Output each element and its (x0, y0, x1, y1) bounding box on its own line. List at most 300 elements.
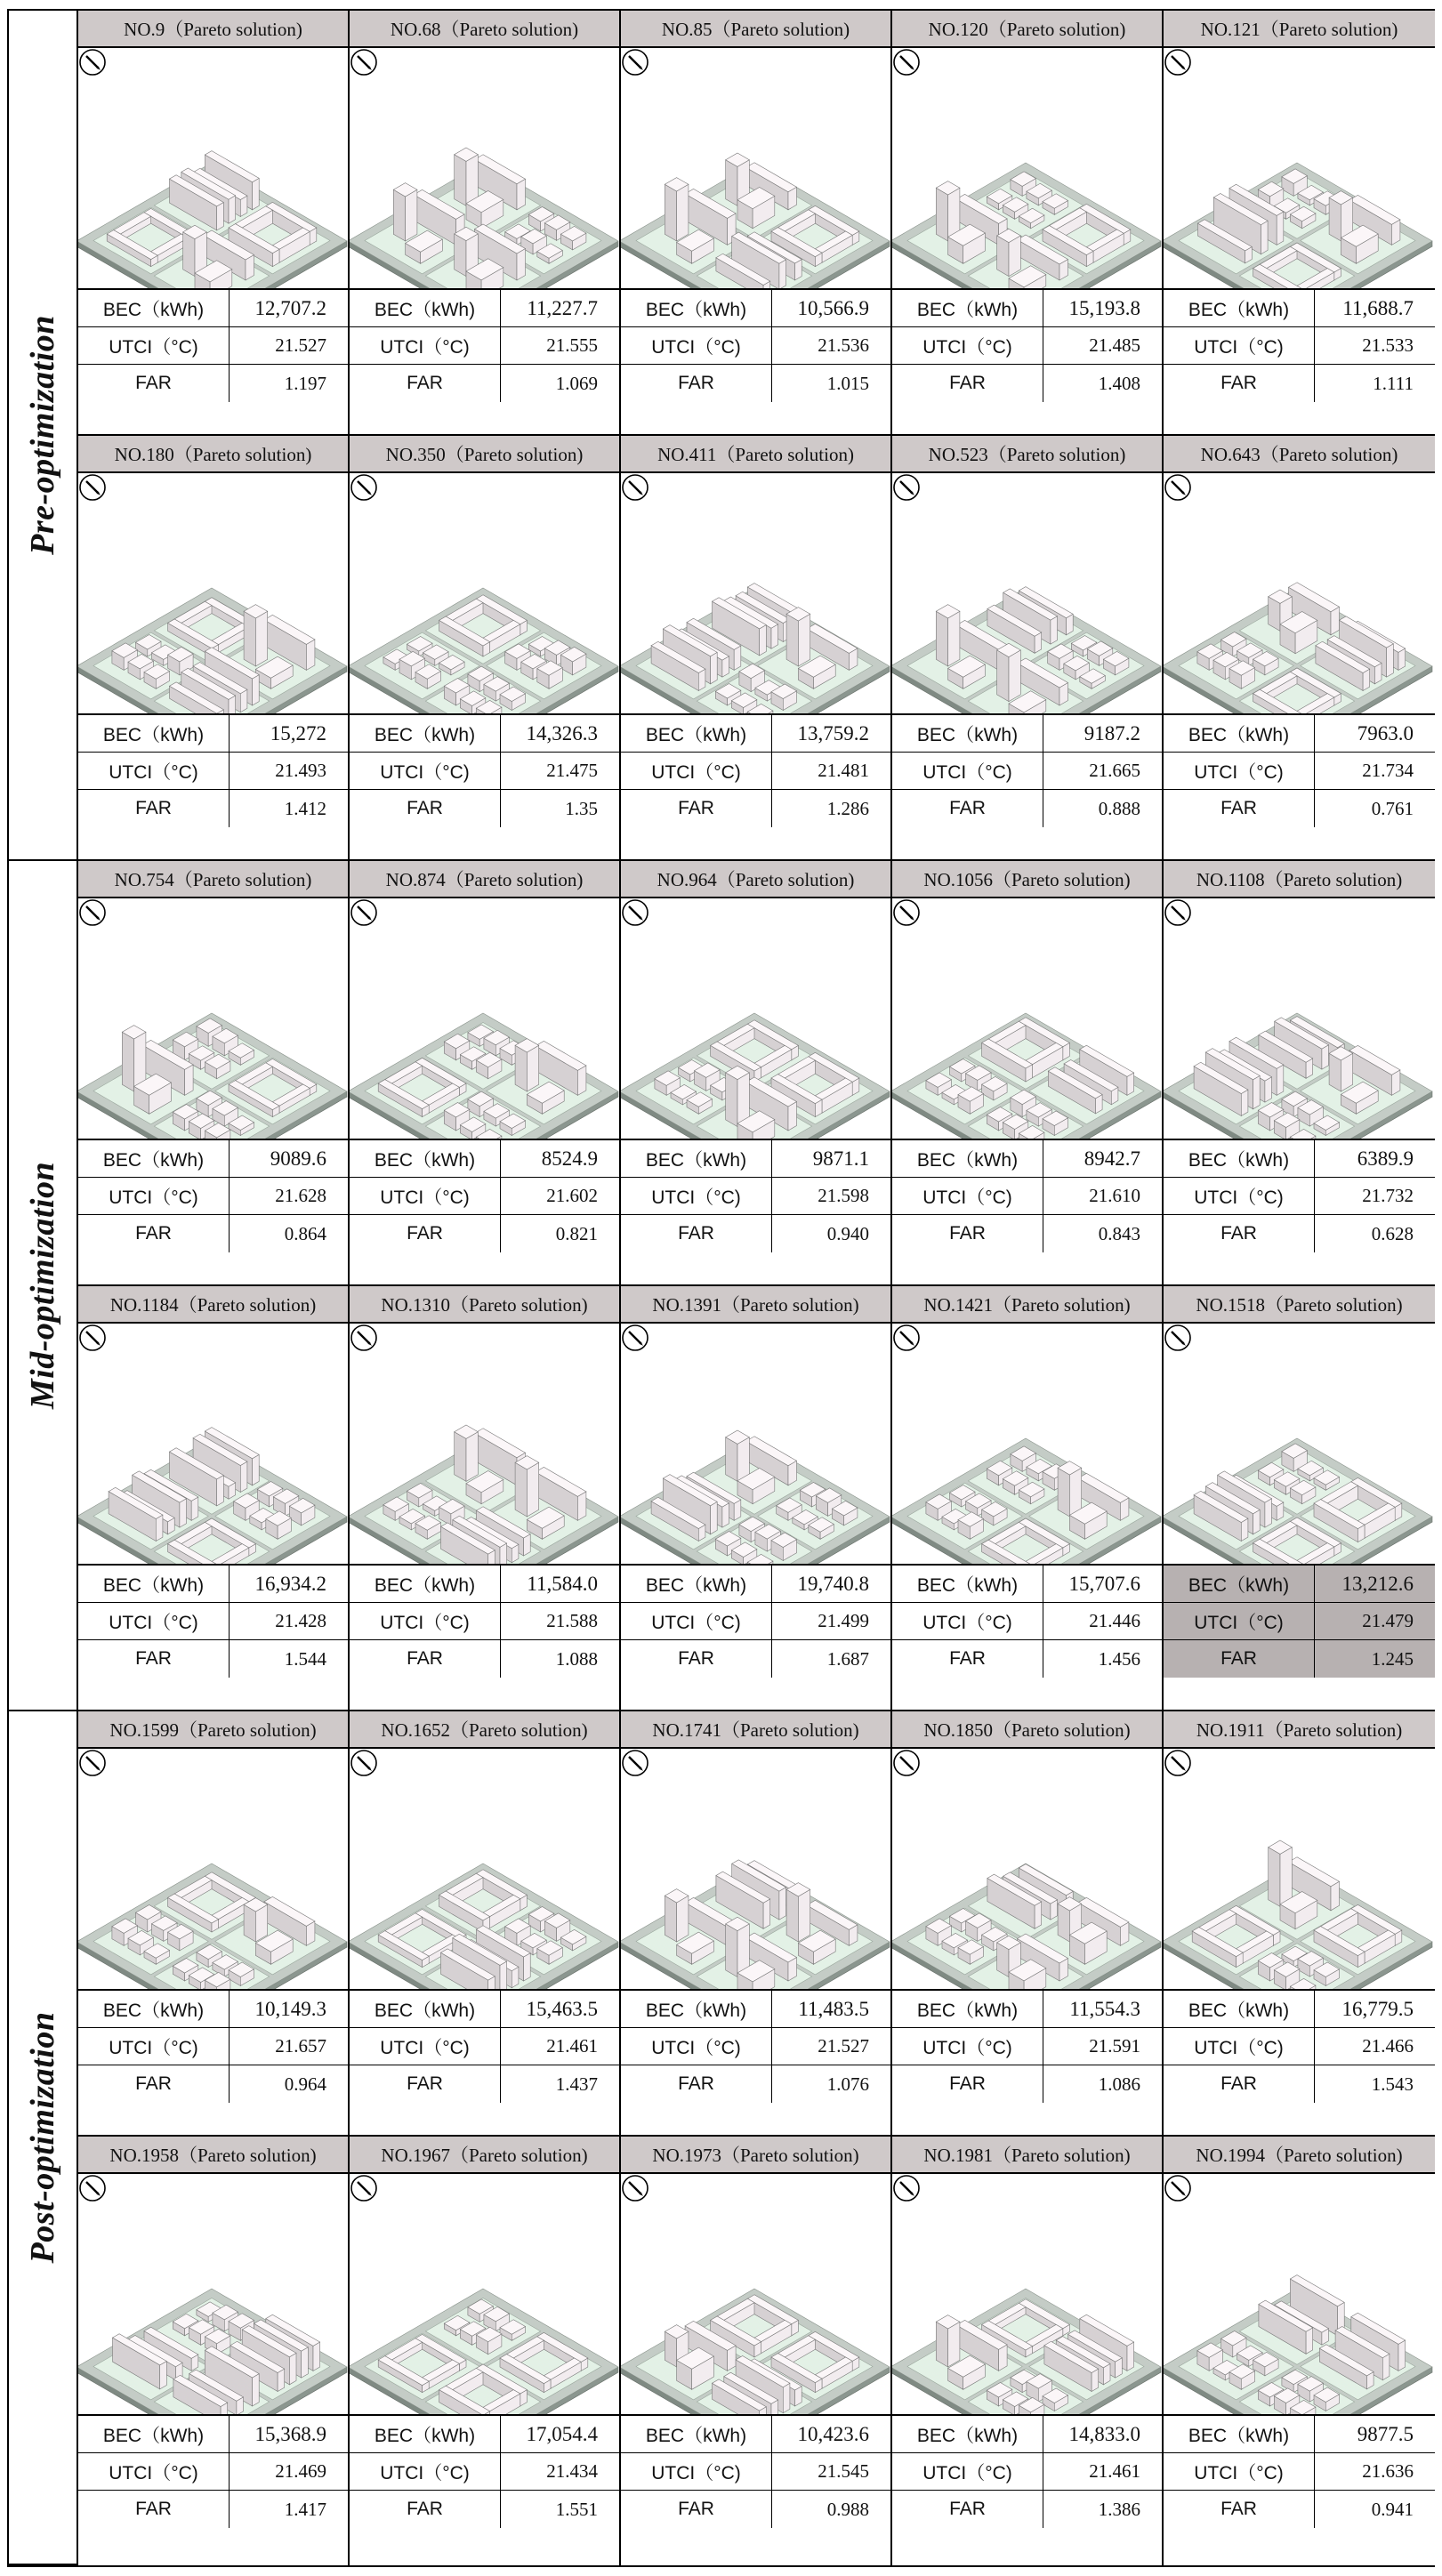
solution-card (892, 11, 1164, 436)
bec-row (621, 290, 890, 327)
site-massing-drawing (350, 473, 619, 715)
far-label: FAR (892, 2491, 1043, 2528)
layout-model-image (350, 898, 619, 1140)
bec-value: 10,423.6 (797, 2422, 869, 2445)
utci-value: 21.665 (1089, 760, 1140, 781)
far-label: FAR (350, 365, 501, 402)
bec-row (78, 1991, 348, 2028)
utci-label: UTCI（°C) (350, 1178, 501, 1214)
far-row (350, 1640, 619, 1678)
solution-title: NO.1056（Pareto solution) (892, 861, 1162, 898)
results-table (7, 9, 1435, 2567)
far-row (892, 365, 1162, 402)
layout-model-image (78, 1749, 348, 1991)
solution-card (1164, 436, 1435, 861)
utci-value: 21.493 (275, 760, 326, 781)
utci-row (350, 753, 619, 790)
solution-title: NO.1981（Pareto solution) (892, 2137, 1162, 2174)
phase-label: Pre-optimization (24, 315, 61, 555)
layout-model-image (621, 1324, 890, 1566)
solution-card (1164, 2137, 1435, 2565)
site-massing-drawing (78, 898, 348, 1140)
far-value: 1.069 (555, 372, 598, 394)
far-label: FAR (621, 2065, 772, 2103)
utci-row (892, 1178, 1162, 1215)
solution-title: NO.1741（Pareto solution) (621, 1711, 890, 1749)
utci-value: 21.481 (818, 760, 869, 781)
layout-model-image (892, 48, 1162, 290)
solution-card (350, 861, 621, 1286)
far-row (350, 365, 619, 402)
utci-row (1164, 2453, 1435, 2491)
far-value: 1.111 (1373, 372, 1414, 394)
bec-value: 10,149.3 (254, 1997, 326, 2020)
solution-card (78, 1711, 350, 2137)
far-value: 1.245 (1371, 1647, 1414, 1670)
bec-value: 10,566.9 (797, 296, 869, 319)
bec-row (78, 2416, 348, 2453)
site-massing-drawing (1164, 1324, 1435, 1566)
bec-value: 11,688.7 (1342, 296, 1414, 319)
far-value: 0.888 (1098, 797, 1140, 819)
utci-row (78, 2453, 348, 2491)
solution-title: NO.523（Pareto solution) (892, 436, 1162, 473)
solution-title: NO.754（Pareto solution) (78, 861, 348, 898)
bec-label: BEC（kWh) (78, 2416, 230, 2452)
site-massing-drawing (78, 473, 348, 715)
utci-row (78, 753, 348, 790)
solution-card (1164, 861, 1435, 1286)
far-row (621, 365, 890, 402)
far-row (78, 1215, 348, 1252)
utci-label: UTCI（°C) (892, 1603, 1043, 1639)
bec-value: 11,483.5 (798, 1997, 869, 2020)
bec-value: 9877.5 (1357, 2422, 1414, 2445)
far-row (621, 1640, 890, 1678)
solution-title: NO.9（Pareto solution) (78, 11, 348, 48)
bec-value: 6389.9 (1357, 1147, 1414, 1170)
far-label: FAR (1164, 365, 1315, 402)
bec-row (1164, 715, 1435, 753)
solution-card (350, 11, 621, 436)
bec-row (1164, 2416, 1435, 2453)
solution-card (350, 1711, 621, 2137)
bec-row (892, 1991, 1162, 2028)
solution-title: NO.1994（Pareto solution) (1164, 2137, 1435, 2174)
phase-column (9, 11, 78, 861)
solution-title: NO.1850（Pareto solution) (892, 1711, 1162, 1749)
utci-label: UTCI（°C) (1164, 1178, 1315, 1214)
utci-label: UTCI（°C) (892, 753, 1043, 789)
layout-model-image (892, 1749, 1162, 1991)
bec-row (621, 715, 890, 753)
far-value: 1.197 (284, 372, 326, 394)
solution-card (350, 2137, 621, 2565)
solution-title: NO.1599（Pareto solution) (78, 1711, 348, 1749)
bec-row (621, 2416, 890, 2453)
far-row (892, 2491, 1162, 2528)
solution-title: NO.1421（Pareto solution) (892, 1286, 1162, 1324)
bec-value: 8942.7 (1084, 1147, 1140, 1170)
bec-label: BEC（kWh) (621, 1140, 772, 1177)
far-value: 1.412 (284, 797, 326, 819)
utci-label: UTCI（°C) (621, 327, 772, 364)
far-label: FAR (78, 2065, 230, 2103)
layout-model-image (1164, 1749, 1435, 1991)
site-massing-drawing (1164, 898, 1435, 1140)
bec-value: 11,584.0 (527, 1572, 598, 1595)
far-value: 0.821 (555, 1222, 598, 1244)
solution-card (78, 861, 350, 1286)
utci-row (350, 1178, 619, 1215)
utci-row (621, 1603, 890, 1640)
bec-label: BEC（kWh) (892, 290, 1043, 326)
far-label: FAR (1164, 1215, 1315, 1252)
utci-label: UTCI（°C) (350, 327, 501, 364)
solution-title: NO.643（Pareto solution) (1164, 436, 1435, 473)
far-value: 1.015 (826, 372, 869, 394)
utci-value: 21.536 (818, 334, 869, 356)
solution-title: NO.1518（Pareto solution) (1164, 1286, 1435, 1324)
bec-row (78, 1566, 348, 1603)
utci-row (892, 2028, 1162, 2065)
utci-label: UTCI（°C) (892, 2028, 1043, 2065)
site-massing-drawing (621, 898, 890, 1140)
utci-value: 21.657 (275, 2035, 326, 2057)
solution-title: NO.874（Pareto solution) (350, 861, 619, 898)
solution-title: NO.1911（Pareto solution) (1164, 1711, 1435, 1749)
bec-label: BEC（kWh) (621, 290, 772, 326)
utci-row (78, 2028, 348, 2065)
bec-label: BEC（kWh) (350, 290, 501, 326)
layout-model-image (1164, 2174, 1435, 2416)
solution-title: NO.1184（Pareto solution) (78, 1286, 348, 1324)
bec-row (892, 290, 1162, 327)
bec-value: 15,707.6 (1068, 1572, 1140, 1595)
utci-value: 21.610 (1089, 1185, 1140, 1206)
site-massing-drawing (892, 2174, 1162, 2416)
solution-title: NO.180（Pareto solution) (78, 436, 348, 473)
utci-label: UTCI（°C) (78, 753, 230, 789)
far-row (892, 1640, 1162, 1678)
solution-card (78, 2137, 350, 2565)
site-massing-drawing (78, 1749, 348, 1991)
solution-card (892, 1711, 1164, 2137)
layout-model-image (350, 1749, 619, 1991)
utci-label: UTCI（°C) (621, 2028, 772, 2065)
bec-label: BEC（kWh) (350, 2416, 501, 2452)
bec-label: BEC（kWh) (78, 715, 230, 752)
bec-label: BEC（kWh) (78, 1140, 230, 1177)
utci-label: UTCI（°C) (350, 2453, 501, 2490)
site-massing-drawing (892, 473, 1162, 715)
site-massing-drawing (78, 48, 348, 290)
bec-row (78, 290, 348, 327)
bec-value: 12,707.2 (254, 296, 326, 319)
layout-model-image (78, 1324, 348, 1566)
bec-row (892, 1566, 1162, 1603)
bec-label: BEC（kWh) (892, 1566, 1043, 1602)
utci-row (621, 753, 890, 790)
bec-row (892, 715, 1162, 753)
utci-value: 21.475 (546, 760, 598, 781)
utci-label: UTCI（°C) (1164, 753, 1315, 789)
solution-card (1164, 11, 1435, 436)
phase-label: Mid-optimization (24, 1161, 61, 1410)
utci-label: UTCI（°C) (621, 753, 772, 789)
site-massing-drawing (621, 48, 890, 290)
utci-value: 21.602 (546, 1185, 598, 1206)
far-row (1164, 2491, 1435, 2528)
utci-label: UTCI（°C) (621, 1178, 772, 1214)
site-massing-drawing (892, 1749, 1162, 1991)
bec-value: 15,193.8 (1068, 296, 1140, 319)
solution-title: NO.1958（Pareto solution) (78, 2137, 348, 2174)
far-value: 0.628 (1371, 1222, 1414, 1244)
far-value: 1.456 (1098, 1647, 1140, 1670)
far-value: 1.543 (1371, 2073, 1414, 2095)
far-label: FAR (350, 2065, 501, 2103)
utci-row (78, 1178, 348, 1215)
far-value: 1.417 (284, 2498, 326, 2520)
site-massing-drawing (350, 2174, 619, 2416)
utci-value: 21.446 (1089, 1610, 1140, 1631)
bec-value: 15,272 (270, 721, 326, 745)
far-row (1164, 2065, 1435, 2103)
bec-row (892, 1140, 1162, 1178)
site-massing-drawing (1164, 1749, 1435, 1991)
bec-value: 11,554.3 (1069, 1997, 1140, 2020)
bec-row (350, 1991, 619, 2028)
layout-model-image (350, 48, 619, 290)
bec-label: BEC（kWh) (621, 1991, 772, 2027)
far-label: FAR (1164, 2065, 1315, 2103)
far-label: FAR (892, 1215, 1043, 1252)
solution-title: NO.120（Pareto solution) (892, 11, 1162, 48)
far-label: FAR (892, 2065, 1043, 2103)
layout-model-image (350, 473, 619, 715)
far-label: FAR (892, 790, 1043, 827)
layout-model-image (1164, 898, 1435, 1140)
layout-model-image (892, 473, 1162, 715)
site-massing-drawing (892, 48, 1162, 290)
site-massing-drawing (892, 1324, 1162, 1566)
utci-label: UTCI（°C) (621, 1603, 772, 1639)
bec-row (350, 2416, 619, 2453)
utci-value: 21.469 (275, 2460, 326, 2482)
bec-label: BEC（kWh) (621, 2416, 772, 2452)
bec-value: 15,368.9 (254, 2422, 326, 2445)
far-row (621, 2491, 890, 2528)
solution-card (621, 11, 892, 436)
site-massing-drawing (1164, 473, 1435, 715)
bec-value: 15,463.5 (526, 1997, 598, 2020)
layout-model-image (78, 48, 348, 290)
utci-value: 21.466 (1362, 2035, 1414, 2057)
site-massing-drawing (621, 2174, 890, 2416)
utci-value: 21.533 (1362, 334, 1414, 356)
utci-row (78, 327, 348, 365)
site-massing-drawing (892, 898, 1162, 1140)
far-label: FAR (78, 790, 230, 827)
utci-value: 21.734 (1362, 760, 1414, 781)
utci-value: 21.434 (546, 2460, 598, 2482)
solution-card (350, 436, 621, 861)
bec-row (621, 1140, 890, 1178)
far-value: 0.940 (826, 1222, 869, 1244)
layout-model-image (892, 898, 1162, 1140)
solution-card (892, 436, 1164, 861)
solution-card (350, 1286, 621, 1711)
far-value: 1.544 (284, 1647, 326, 1670)
solution-card (78, 436, 350, 861)
utci-label: UTCI（°C) (1164, 2028, 1315, 2065)
bec-row (1164, 1991, 1435, 2028)
far-label: FAR (78, 1215, 230, 1252)
far-value: 0.988 (826, 2498, 869, 2520)
bec-label: BEC（kWh) (1164, 715, 1315, 752)
site-massing-drawing (1164, 48, 1435, 290)
solution-title: NO.68（Pareto solution) (350, 11, 619, 48)
solution-card (621, 436, 892, 861)
far-row (1164, 1215, 1435, 1252)
far-label: FAR (1164, 790, 1315, 827)
far-label: FAR (892, 1640, 1043, 1678)
utci-row (350, 1603, 619, 1640)
far-label: FAR (1164, 1640, 1315, 1678)
bec-label: BEC（kWh) (621, 715, 772, 752)
bec-row (621, 1991, 890, 2028)
bec-row (350, 1566, 619, 1603)
solution-title: NO.964（Pareto solution) (621, 861, 890, 898)
solution-title: NO.1652（Pareto solution) (350, 1711, 619, 1749)
utci-row (621, 2028, 890, 2065)
layout-model-image (1164, 473, 1435, 715)
far-label: FAR (621, 2491, 772, 2528)
far-value: 1.086 (1098, 2073, 1140, 2095)
far-label: FAR (621, 790, 772, 827)
solution-card (621, 2137, 892, 2565)
bec-label: BEC（kWh) (78, 1991, 230, 2027)
solution-card (892, 1286, 1164, 1711)
bec-row (350, 290, 619, 327)
far-label: FAR (78, 2491, 230, 2528)
far-value: 1.088 (555, 1647, 598, 1670)
far-row (78, 790, 348, 827)
far-row (350, 2491, 619, 2528)
utci-value: 21.527 (275, 334, 326, 356)
site-massing-drawing (621, 1749, 890, 1991)
solution-title: NO.411（Pareto solution) (621, 436, 890, 473)
site-massing-drawing (621, 1324, 890, 1566)
bec-label: BEC（kWh) (892, 2416, 1043, 2452)
far-row (78, 1640, 348, 1678)
utci-value: 21.499 (818, 1610, 869, 1631)
far-label: FAR (621, 365, 772, 402)
far-value: 0.964 (284, 2073, 326, 2095)
utci-row (350, 2453, 619, 2491)
utci-row (621, 1178, 890, 1215)
utci-label: UTCI（°C) (1164, 327, 1315, 364)
far-row (892, 2065, 1162, 2103)
utci-row (892, 1603, 1162, 1640)
utci-row (1164, 2028, 1435, 2065)
utci-row (1164, 1603, 1435, 1640)
utci-label: UTCI（°C) (1164, 1603, 1315, 1639)
bec-row (78, 1140, 348, 1178)
phase-column (9, 861, 78, 1711)
far-value: 1.551 (555, 2498, 598, 2520)
far-label: FAR (78, 1640, 230, 1678)
bec-row (1164, 290, 1435, 327)
bec-label: BEC（kWh) (621, 1566, 772, 1602)
far-row (621, 2065, 890, 2103)
bec-value: 8524.9 (541, 1147, 598, 1170)
far-label: FAR (350, 1215, 501, 1252)
far-label: FAR (621, 1215, 772, 1252)
solution-card (1164, 1711, 1435, 2137)
bec-label: BEC（kWh) (1164, 2416, 1315, 2452)
bec-label: BEC（kWh) (1164, 290, 1315, 326)
utci-row (892, 753, 1162, 790)
layout-model-image (78, 473, 348, 715)
layout-model-image (1164, 48, 1435, 290)
layout-model-image (621, 2174, 890, 2416)
utci-row (621, 2453, 890, 2491)
bec-label: BEC（kWh) (350, 715, 501, 752)
site-massing-drawing (350, 1324, 619, 1566)
site-massing-drawing (350, 1749, 619, 1991)
layout-model-image (1164, 1324, 1435, 1566)
site-massing-drawing (621, 473, 890, 715)
bec-label: BEC（kWh) (350, 1991, 501, 2027)
far-row (892, 1215, 1162, 1252)
layout-model-image (621, 48, 890, 290)
far-row (78, 365, 348, 402)
far-value: 1.687 (826, 1647, 869, 1670)
site-massing-drawing (350, 898, 619, 1140)
utci-value: 21.485 (1089, 334, 1140, 356)
far-value: 1.386 (1098, 2498, 1140, 2520)
far-row (350, 1215, 619, 1252)
bec-row (350, 1140, 619, 1178)
far-value: 0.843 (1098, 1222, 1140, 1244)
far-row (621, 790, 890, 827)
far-row (621, 1215, 890, 1252)
site-massing-drawing (1164, 2174, 1435, 2416)
bec-label: BEC（kWh) (1164, 1140, 1315, 1177)
far-label: FAR (1164, 2491, 1315, 2528)
far-value: 0.941 (1371, 2498, 1414, 2520)
utci-label: UTCI（°C) (78, 2453, 230, 2490)
solution-card (892, 861, 1164, 1286)
layout-model-image (892, 1324, 1162, 1566)
utci-row (892, 327, 1162, 365)
bec-value: 9089.6 (270, 1147, 326, 1170)
far-value: 1.437 (555, 2073, 598, 2095)
bec-label: BEC（kWh) (1164, 1566, 1315, 1602)
phase-label: Post-optimization (24, 2011, 61, 2264)
bec-row (892, 2416, 1162, 2453)
bec-value: 14,833.0 (1068, 2422, 1140, 2445)
far-row (350, 2065, 619, 2103)
bec-value: 14,326.3 (526, 721, 598, 745)
solution-card (78, 11, 350, 436)
far-label: FAR (350, 790, 501, 827)
solution-title: NO.1973（Pareto solution) (621, 2137, 890, 2174)
solution-title: NO.121（Pareto solution) (1164, 11, 1435, 48)
bec-value: 13,759.2 (797, 721, 869, 745)
